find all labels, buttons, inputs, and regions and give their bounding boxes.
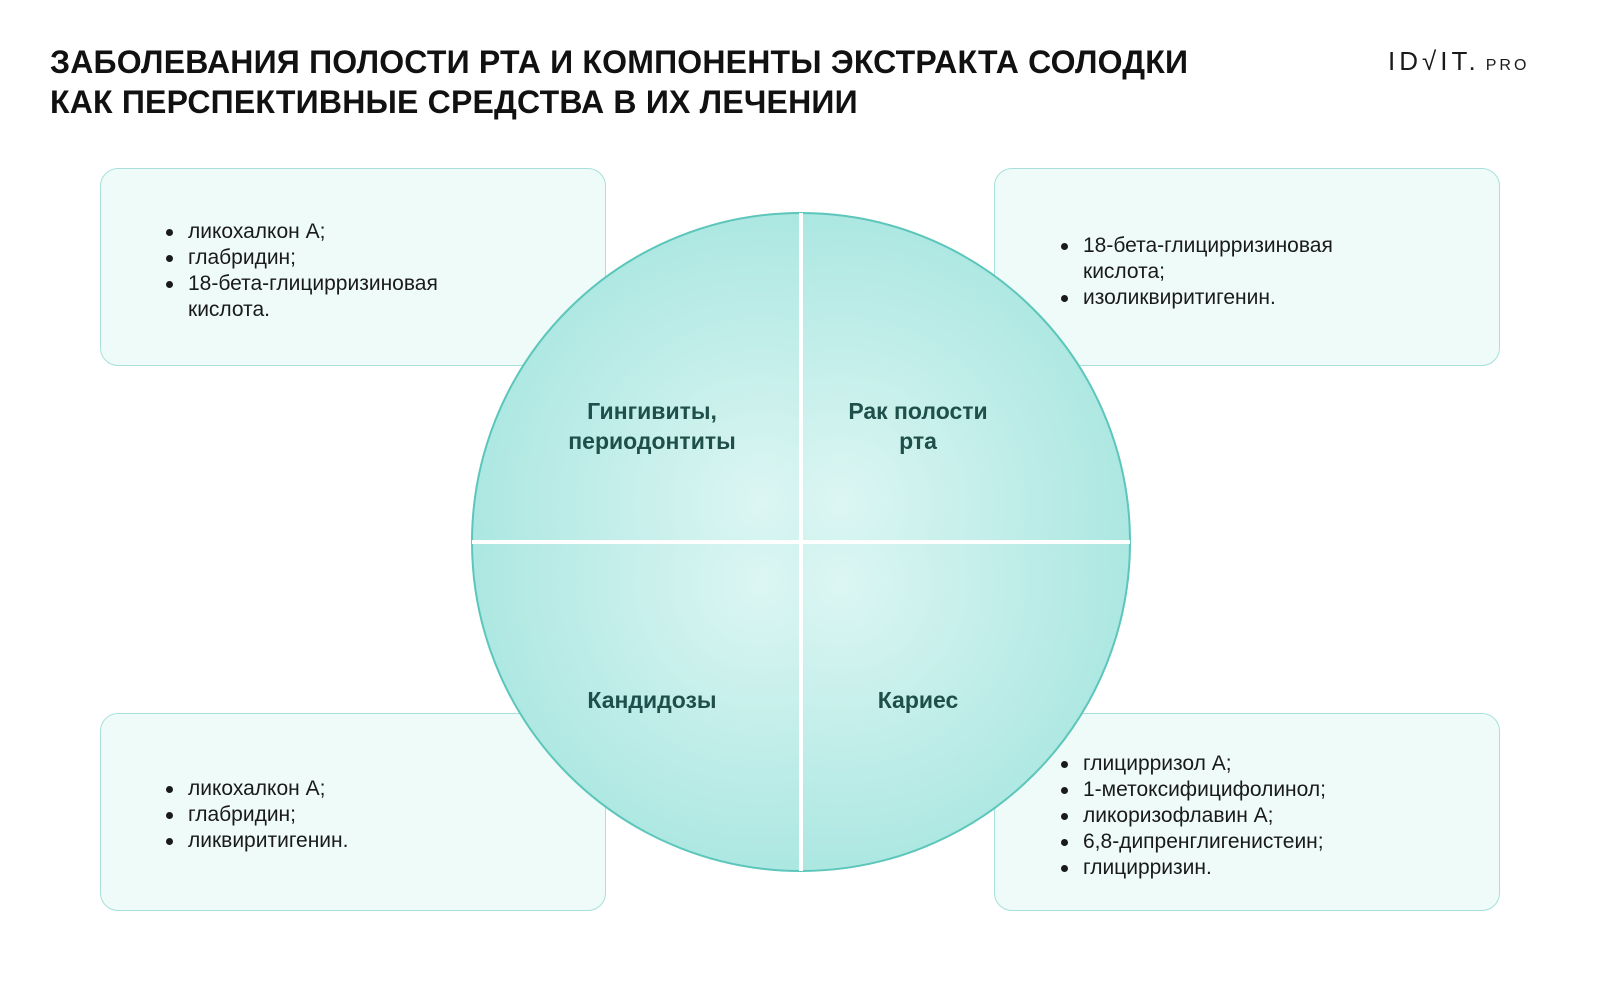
component-item: 6,8-дипренглигенистеин; bbox=[1058, 829, 1438, 855]
component-item: 18-бета-глицирризиновая кислота. bbox=[163, 271, 523, 323]
label-line: периодонтиты bbox=[568, 428, 736, 454]
component-item: глицирризин. bbox=[1058, 855, 1438, 881]
quadrant-top-right bbox=[801, 213, 1130, 542]
component-list bbox=[163, 776, 523, 854]
quadrant-label-candidiasis bbox=[522, 685, 782, 715]
logo-suffix: PRO bbox=[1485, 57, 1530, 74]
quadrant-label-caries bbox=[788, 685, 1048, 715]
component-item: глабридин; bbox=[163, 245, 523, 271]
quadrant-top-left bbox=[472, 213, 801, 542]
label-line: Гингивиты, bbox=[587, 398, 717, 424]
logo-text-right: IT. bbox=[1440, 46, 1480, 76]
label-line: Рак полости bbox=[848, 398, 988, 424]
label-line: Кандидозы bbox=[587, 687, 717, 713]
component-item: ликохалкон А; bbox=[163, 776, 523, 802]
logo-check-mark: √ bbox=[1422, 46, 1441, 76]
quadrant-label-gingivitis bbox=[522, 396, 782, 456]
component-item: ликохалкон А; bbox=[163, 219, 523, 245]
label-line: рта bbox=[899, 428, 937, 454]
component-item: изоликвиритигенин. bbox=[1058, 285, 1418, 311]
page-title bbox=[50, 42, 1300, 122]
disease-circle bbox=[470, 211, 1132, 873]
component-item: глабридин; bbox=[163, 802, 523, 828]
title-line-1: ЗАБОЛЕВАНИЯ ПОЛОСТИ РТА И КОМПОНЕНТЫ ЭКСТРАКТА СОЛОДКИ bbox=[50, 44, 1189, 80]
logo-text-left: ID bbox=[1388, 46, 1422, 76]
component-item: 18-бета-глицирризиновая кислота; bbox=[1058, 233, 1418, 285]
circle-graphic bbox=[470, 211, 1132, 873]
component-item: ликвиритигенин. bbox=[163, 828, 523, 854]
component-item: ликоризофлавин А; bbox=[1058, 803, 1438, 829]
label-line: Кариес bbox=[877, 687, 959, 713]
title-line-2: КАК ПЕРСПЕКТИВНЫЕ СРЕДСТВА В ИХ ЛЕЧЕНИИ bbox=[50, 84, 858, 120]
brand-logo bbox=[1388, 46, 1529, 76]
component-item: глицирризол А; bbox=[1058, 751, 1438, 777]
quadrant-label-oral-cancer bbox=[788, 396, 1048, 456]
component-item: 1-метоксифицифолинол; bbox=[1058, 777, 1438, 803]
component-list bbox=[163, 219, 523, 323]
